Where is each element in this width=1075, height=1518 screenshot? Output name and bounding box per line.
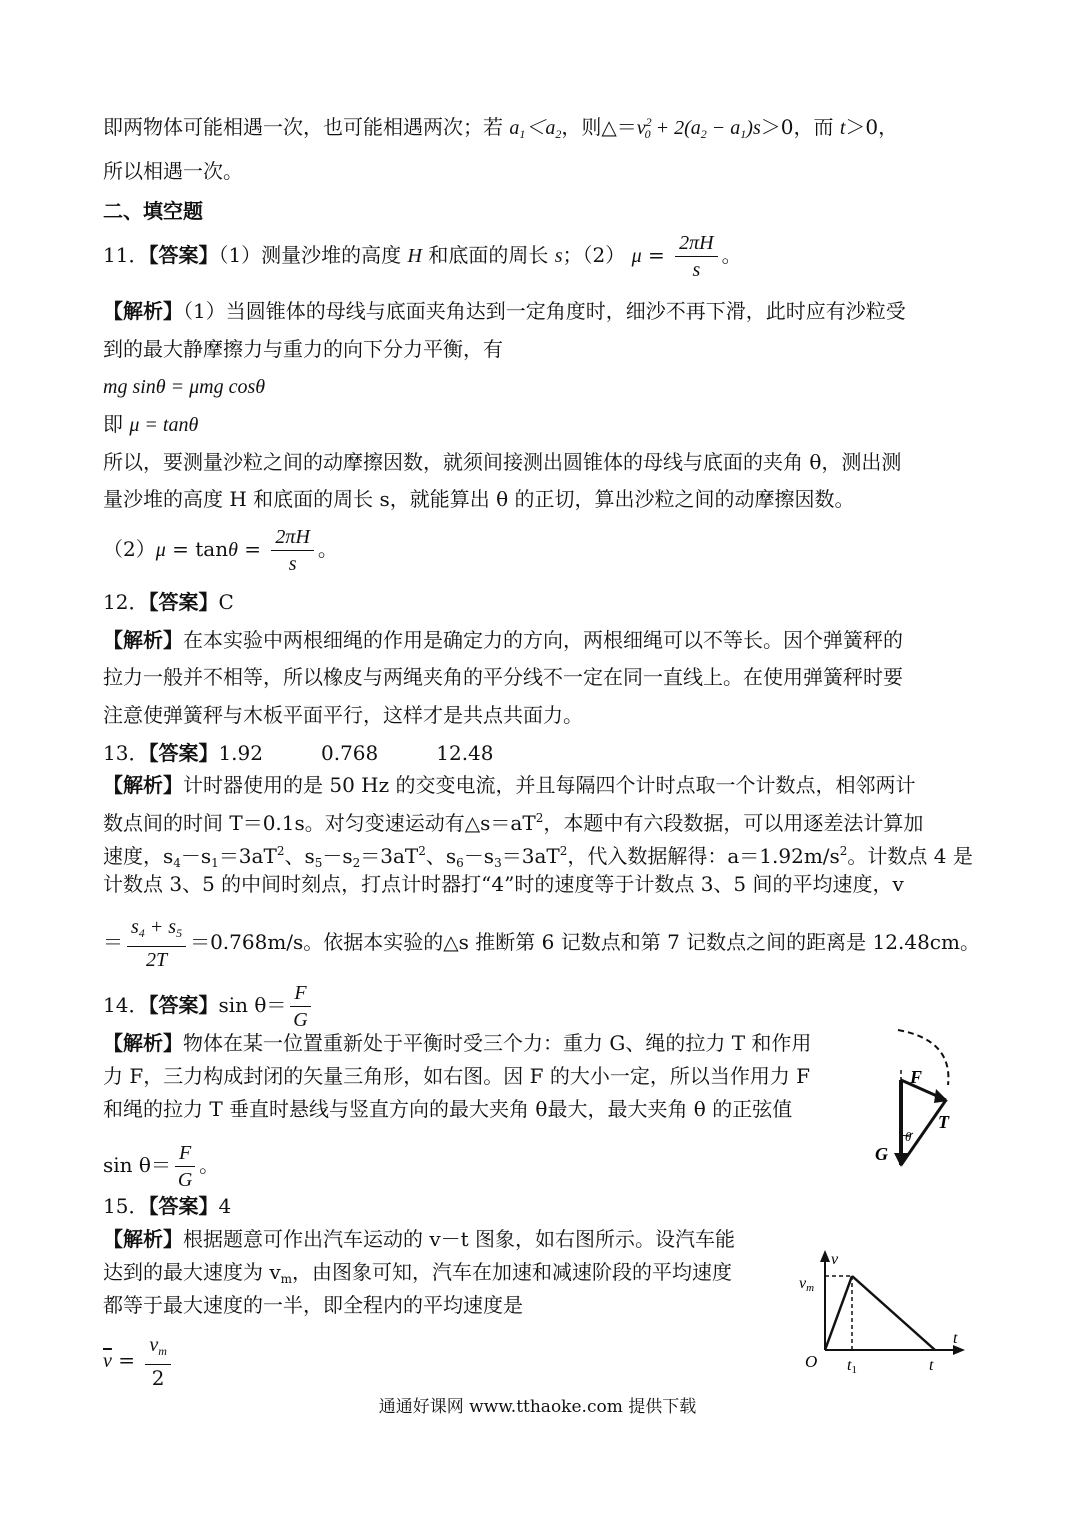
label-t: t (929, 1357, 934, 1374)
label-vm: vm (799, 1275, 815, 1294)
q11-explanation-1: 【解析】（1）当圆锥体的母线与底面夹角达到一定角度时，细沙不再下滑，此时应有沙粒受 (103, 299, 906, 323)
q12-explanation-3: 注意使弹簧秤与木板平面平行，这样才是共点共面力。 (103, 703, 583, 727)
accel-segment (825, 1276, 852, 1350)
fraction-F-over-G-2: $\frac{F}{G}$ (175, 1140, 195, 1193)
label-v: v (831, 1251, 839, 1268)
q11-equation-2: 即 μ = tanθ (103, 412, 199, 436)
arc-dashed (898, 1030, 948, 1085)
q14-explanation-1: 【解析】物体在某一位置重新处于平衡时受三个力：重力 G、绳的拉力 T 和作用 (103, 1031, 812, 1055)
q15-explanation-1: 【解析】根据题意可作出汽车运动的 v－t 图象，如右图所示。设汽车能 (103, 1227, 736, 1251)
continuation-line-2: 所以相遇一次。 (103, 159, 243, 183)
q14-answer: 14．【答案】sin θ＝ $\frac{F}{G}$ (103, 980, 315, 1033)
q11-part2: （2）μ = tanθ = $\frac{2\pi H}{s}$ 。 (103, 526, 338, 575)
fraction-vm-over-2: $\frac{v_m}{2}$ (145, 1332, 171, 1391)
q15-answer: 15．【答案】4 (103, 1194, 232, 1218)
math-discriminant: $v^2_0 + 2(a_2 - a_1)s$ (636, 115, 761, 141)
q13-explanation-4: 计数点 3、5 的中间时刻点，打点计时器打“4”时的速度等于计数点 3、5 间的平均速度，v (103, 872, 904, 896)
q15-equation: $\overline{v}$ = $\frac{v_m}{2}$ (103, 1332, 175, 1391)
fraction-s4-s5-over-2T: $\frac{s_4 + s_5}{2T}$ (127, 914, 186, 973)
fraction-2piH-over-s: $\frac{2\pi H}{s}$ (675, 230, 717, 283)
q11-explanation-2: 到的最大静摩擦力与重力的向下分力平衡，有 (103, 337, 503, 361)
q13-answer: 13．【答案】1.92 0.768 12.48 (103, 741, 494, 765)
q13-explanation-5: ＝ $\frac{s_4 + s_5}{2T}$ ＝0.768m/s。依据本实验的△s 推断第 6 记数点和第 7 记数点之间的距离是 12.48cm。 (103, 916, 980, 971)
q15-explanation-3: 都等于最大速度的一半，即全程内的平均速度是 (103, 1293, 523, 1317)
v-t-graph-figure (795, 1250, 970, 1375)
q13-explanation-3: 速度，$s_4-s_1=3aT^2$、$s_5-s_2=3aT^2$、$s_6-s_3=3aT^2$，代入数据解得：$a=1.92m/s^2$。计数点 4 是 (103, 844, 973, 870)
q12-answer: 12．【答案】C (103, 590, 234, 614)
label-F: F (910, 1067, 923, 1087)
q12-explanation-2: 拉力一般并不相等，所以橡皮与两绳夹角的平分线不一定在同一直线上。在使用弹簧秤时要 (103, 665, 903, 689)
label-T: T (938, 1112, 949, 1132)
label-t1: t1 (847, 1357, 857, 1375)
q14-explanation-3: 和绳的拉力 T 垂直时悬线与竖直方向的最大夹角 θ最大，最大夹角 θ 的正弦值 (103, 1097, 793, 1121)
label-theta: θ (905, 1129, 912, 1144)
label-t-axis: t (953, 1330, 958, 1347)
fraction-2piH-over-s-2: $\frac{2\pi H}{s}$ (271, 524, 313, 577)
label-G: G (875, 1144, 888, 1164)
continuation-line-1: 即两物体可能相遇一次，也可能相遇两次；若 $a_1<a_2$，则$\triangle=v^2_0 + 2(a_2 - a_1)s>0$，而 t＞0， (103, 115, 899, 141)
q11-explanation-3: 所以，要测量沙粒之间的动摩擦因数，就须间接测出圆锥体的母线与底面的夹角 θ，测出测 (103, 450, 902, 474)
q11-answer: 11．【答案】（1）测量沙堆的高度 H 和底面的周长 s；（2） μ = $\frac{2\pi H}{s}$ 。 (103, 232, 742, 281)
footer: 通通好课网 www.tthaoke.com 提供下载 (378, 1397, 697, 1417)
q15-explanation-2: 达到的最大速度为 $v_m$，由图象可知，汽车在加速和减速阶段的平均速度 (103, 1260, 733, 1286)
q13-explanation-1: 【解析】计时器使用的是 50 Hz 的交变电流，并且每隔四个计时点取一个计数点，相邻两计 (103, 773, 916, 797)
q11-equation-1: mg sinθ = μmg cosθ (103, 376, 266, 398)
q14-explanation-2: 力 F，三力构成封闭的矢量三角形，如右图。因 F 的大小一定，所以当作用力 F (103, 1064, 811, 1088)
decel-segment (852, 1276, 935, 1350)
q12-explanation-1: 【解析】在本实验中两根细绳的作用是确定力的方向，两根细绳可以不等长。因个弹簧秤的 (103, 628, 903, 652)
math-a1-lt-a2: $a_1<a_2$ (509, 117, 562, 141)
q13-explanation-2: 数点间的时间 T＝0.1s。对匀变速运动有$\triangle s=aT^2$，本题中有六段数据，可以用逐差法计算加 (103, 811, 924, 835)
q11-explanation-4: 量沙堆的高度 H 和底面的周长 s，就能算出 θ 的正切，算出沙粒之间的动摩擦因数。 (103, 487, 855, 511)
section-title: 二、填空题 (103, 199, 203, 223)
label-O: O (805, 1352, 818, 1371)
q14-explanation-4: sin θ＝ $\frac{F}{G}$ 。 (103, 1142, 220, 1191)
force-triangle-figure (868, 1025, 968, 1175)
fraction-F-over-G: $\frac{F}{G}$ (290, 980, 310, 1033)
